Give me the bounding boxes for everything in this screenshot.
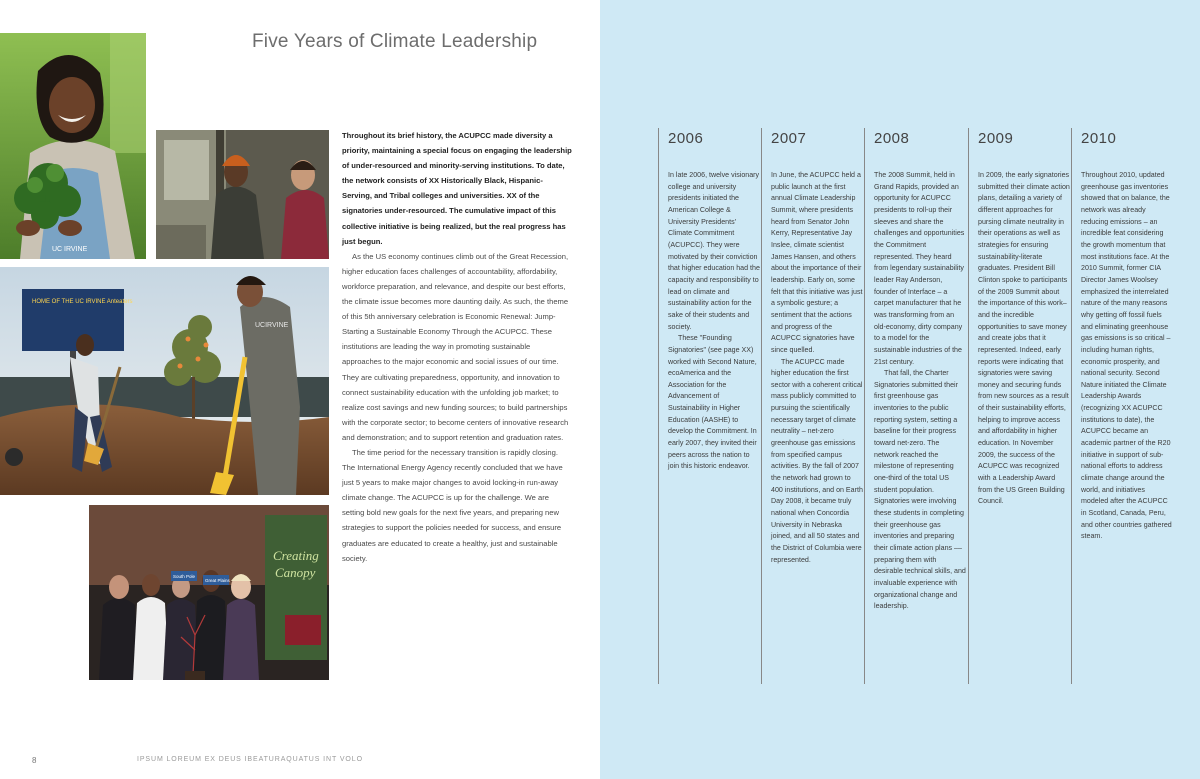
intro-text — [342, 128, 572, 566]
photo-group-event — [89, 505, 329, 680]
photo-student-holding-plant — [0, 33, 146, 259]
timeline-column-2007 — [761, 128, 863, 684]
timeline-column-2010 — [1071, 128, 1172, 684]
photo-4-banner-line1: Creating — [273, 548, 319, 563]
timeline-year: 2010 — [1081, 130, 1117, 147]
photo-students-gardening — [0, 267, 329, 495]
timeline-year: 2007 — [771, 130, 807, 147]
photo-1-shirt-text: UC IRVINE — [52, 246, 88, 253]
timeline-paragraph: In 2009, the early signatories submitted their climate action plans, detailing a variety of different approaches for pursing climate neutrality in their operations as well as strategies for ensuring sustainability-literate graduates. President Bill Clinton spoke to participants of the 2009 Summit about the importance of this work– and the incredible opportunities to save money and create jobs that it represented. Indeed, early reports were indicating that signatories were saving money and securing funds from new sources as a result of their sustainability efforts, helping to improve access and affordability in higher education. In November 2009, the success of the ACUPCC was recognized with a Leadership Award from the US Green Building Council. — [978, 171, 1070, 506]
photo-3-shirt-text: UCIRVINE — [255, 322, 289, 329]
timeline-column-2008 — [864, 128, 966, 684]
page-number: 8 — [32, 756, 37, 765]
timeline-paragraph: In late 2006, twelve visionary college and university presidents initiated the American College & University Presidents' Climate Commitment (ACUPCC). They were motivated by their conviction that higher education had the capacity and responsibility to lead on climate and sustainability action for the sake of their students and society. — [668, 171, 760, 331]
photo-4-sign-right: Great Plains — [205, 578, 230, 583]
timeline-paragraph: In June, the ACUPCC held a public launch at the first annual Climate Leadership Summit, where presidents heard from Senator John Kerry, Representative Jay Inslee, climate scientist James Hansen, and others about the importance of their leadership. Early on, some felt that this initiative was just a symbolic gesture; a sentiment that the actions and progress of the ACUPCC signatories have since quelled. — [771, 171, 863, 354]
timeline-text — [771, 170, 863, 566]
timeline-text — [668, 170, 760, 473]
timeline-column-2009 — [968, 128, 1070, 684]
photo-3-sign-text: HOME OF THE UC IRVINE Anteaters — [32, 299, 133, 305]
timeline-paragraph: These "Founding Signatories" (see page XX) worked with Second Nature, ecoAmerica and the Association for the Advancement of Sustainability in Higher Education (AASHE) to develop the Commitment. In early 2007, they invited their peers across the nation to join this historic endeavor. — [668, 334, 757, 471]
timeline-column-2006 — [658, 128, 760, 684]
timeline — [658, 128, 1178, 688]
timeline-text — [874, 170, 966, 613]
intro-paragraph-2: The time period for the necessary transition is rapidly closing. The International Energy Agency recently concluded that we have just 5 years to make major changes to avoid locking-in run-away climate change. The ACUPCC is up for the challenge. We are setting bold new goals for the next five years, and preparing new strategies to support the policies needed for success, and ensure graduates are educated to create a healthy, just and sustainable society. — [342, 447, 563, 563]
timeline-paragraph: That fall, the Charter Signatories submitted their first greenhouse gas inventories to the public reporting system, setting a baseline for their progress toward net-zero. The network reached the milestone of representing one-third of the total US student population. Signatories were involving these students in completing their greenhouse gas inventories and preparing their climate action plans –– preparing them with desirable technical skills, and invaluable experience with organizational change and leadership. — [874, 369, 966, 611]
timeline-paragraph: The ACUPCC made higher education the first sector with a coherent critical mass publicly committed to pursuing the scientifically necessary target of climate neutrality – net-zero greenhouse gas emissions from specified campus activities. By the fall of 2007 the network had grown to 400 institutions, and on Earth Day 2008, it became truly national when Concordia University in Nebraska joined, and all 50 states and the District of Columbia were represented. — [771, 357, 863, 564]
timeline-year: 2008 — [874, 130, 910, 147]
page-title: Five Years of Climate Leadership — [252, 31, 538, 52]
timeline-text — [1081, 170, 1173, 543]
photo-4-banner-line2: Canopy — [275, 565, 316, 580]
footer-running-text: IPSUM LOREUM EX DEUS IBEATURAQUATUS INT VOLO — [137, 756, 363, 763]
timeline-paragraph: The 2008 Summit, held in Grand Rapids, provided an opportunity for ACUPCC presidents to roll-up their sleeves and share the challenges and opportunities the Commitment represented. They heard from legendary sustainability leader Ray Anderson, founder of Interface – a carpet manufacturer that he was transforming from an old-economy, dirty company to a model for the sustainable industries of the 21st century. — [874, 171, 965, 366]
photo-4-sign-left: South Pole — [173, 574, 196, 579]
intro-lead-paragraph: Throughout its brief history, the ACUPCC made diversity a priority, maintaining a special focus on engaging the leadership of under-resourced and minority-serving institutions. To date, the network consists of XX Historically Black, Hispanic-Serving, and Tribal colleges and universities. XX of the signatories under-resourced. The cumulative impact of this collective initiative is being realized, but the real progress has just begun. — [342, 131, 572, 246]
timeline-paragraph: Throughout 2010, updated greenhouse gas inventories showed that on balance, the network was already reducing emissions – an incredible feat considering the growth momentum that most institutions face. At the 2010 Summit, former CIA Director James Woolsey emphasized the interrelated nature of the many reasons why getting off fossil fuels and eliminating greenhouse gas emissions is so critical – including human rights, economic prosperity, and national security. Second Nature initiated the Climate Leadership Awards (recognizing XX ACUPCC institutions to date), the ACUPCC became an academic partner of the R20 initiative in support of sub-national efforts to address climate change around the world, and initiatives modeled after the ACUPCC in Scotland, Canada, Peru, and other countries gathered steam. — [1081, 171, 1172, 541]
timeline-year: 2006 — [668, 130, 704, 147]
timeline-text — [978, 170, 1070, 508]
intro-paragraph-1: As the US economy continues climb out of the Great Recession, higher education faces challenges of accountability, affordability, workforce preparation, and relevance, and despite our best efforts, the climate issue becomes more daunting daily. As such, the theme of this 5th anniversary celebration is Economic Renewal: Jump-Starting a Sustainable Economy Through the ACUPCC. These institutions are leading the way in promoting sustainable approaches to the major economic and social issues of our time. They are cultivating preparedness, opportunity, and innovation to connect sustainability education with the unfolding job market; to realize cost savings and new funding sources; to build partnerships with the corporate sector; to become centers of innovative research and demonstration; and to support retention and graduation rates. — [342, 251, 569, 442]
photo-students-laughing — [156, 130, 329, 259]
timeline-year: 2009 — [978, 130, 1014, 147]
